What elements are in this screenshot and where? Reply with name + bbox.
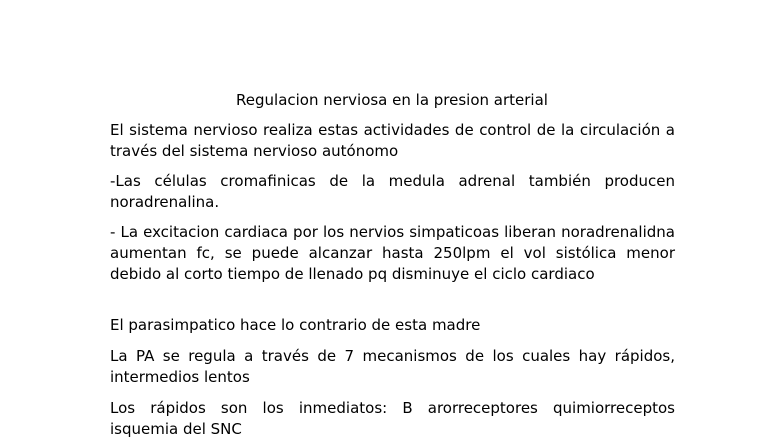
paragraph-control-circulacion: El sistema nervioso realiza estas actividades de control de la circulación a través del sistema nervioso autónomo [110, 121, 675, 160]
paragraph-parasimpatico: El parasimpatico hace lo contrario de esta madre [110, 316, 481, 334]
document-title: Regulacion nerviosa en la presion arterial [236, 91, 548, 109]
paragraph-excitacion-cardiaca: - La excitacion cardiaca por los nervios simpaticoas liberan noradrenalidna aumentan fc, se puede alcanzar hasta 250lpm el vol sistólica menor debido al corto tiempo de llenado pq disminuye el ciclo cardiaco [110, 223, 675, 283]
paragraph-mecanismos-pa: La PA se regula a través de 7 mecanismos de los cuales hay rápidos, intermedios lentos [110, 347, 675, 386]
paragraph-rapidos: Los rápidos son los inmediatos: B arorreceptores quimiorreceptos isquemia del SNC [110, 399, 675, 438]
paragraph-celulas-cromafinicas: -Las células cromafinicas de la medula adrenal también producen noradrenalina. [110, 172, 675, 211]
